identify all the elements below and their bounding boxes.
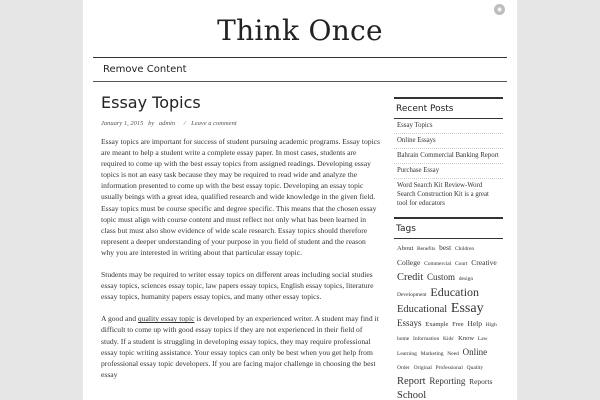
tag-link[interactable]: Kids' (443, 336, 455, 342)
tag-link[interactable]: Essay (450, 301, 484, 316)
post-by: by (148, 120, 155, 127)
recent-posts-title: Recent Posts (396, 104, 454, 114)
tag-link[interactable]: Original (413, 365, 432, 371)
tag-link[interactable]: Custom (427, 272, 456, 282)
paragraph-3-rest: is developed by an experienced writer. A student may find it difficult to come up with good essay topics if they are not experienced in their field of study. If a student is struggling in developing essay topics, they may require professional essay topic writing assistance. Your essay topics can only be best when you get help from professional essay topic developers. If you are facing major challenge in choosing the best essay (101, 314, 379, 379)
nav-top-rule (93, 57, 507, 58)
tag-link[interactable]: Learning (397, 351, 417, 357)
tag-link[interactable]: design (458, 276, 474, 282)
paragraph-3-start: A good and (101, 314, 138, 324)
tag-link[interactable]: Education (430, 285, 480, 299)
recent-post-item[interactable]: Essay Topics (397, 122, 433, 129)
tag-link[interactable]: Professional (435, 365, 463, 371)
quality-essay-topic-link[interactable]: quality essay topic (137, 314, 195, 324)
rss-icon[interactable]: ◉ (494, 4, 505, 15)
tag-link[interactable]: Credit (397, 272, 424, 283)
tag-link[interactable]: Commercial (424, 261, 452, 267)
tag-link[interactable]: Help (467, 319, 483, 328)
page-container (83, 0, 517, 400)
tag-link[interactable]: Marketing (420, 351, 444, 357)
tag-link[interactable]: Need (447, 351, 459, 357)
recent-post-item[interactable]: Purchase Essay (394, 163, 503, 178)
tags-title: Tags (396, 224, 416, 234)
tag-link[interactable]: Online (462, 347, 488, 357)
site-title[interactable]: Think Once (217, 14, 383, 47)
tag-link[interactable]: Information (412, 336, 440, 342)
tag-link[interactable]: Essays (397, 318, 422, 328)
tag-cloud (394, 239, 503, 400)
tag-link[interactable]: Reports (469, 377, 493, 386)
tag-link[interactable]: Report (397, 376, 426, 387)
tag-link[interactable]: Quality (466, 365, 484, 371)
post-paragraph-1: Essay topics are important for success of student pursuing academic programs. Essay topics are meant to help a student write a complete essay paper. In most cases, students are required to come up with the best essay topics from assigned readings. Developing essay topics is not an easy task because they may be required to read wide and analyze the information presented to come up with the best essay topic. Developing an essay topic usually beings with a great idea, qualified research and wide knowledge in the given field. Essay topics must be course specific and degree specific. This means that the chosen essay topic must align with course content and must reflect not only what has been learned in class but must also show evidence of wide scale research. Essay topics should therefore represent a deeper understanding of your purpose in you field of student and the reason why you are interested in writing about that particular essay topic. (101, 137, 380, 257)
nav-item-remove-content[interactable]: Remove Content (103, 64, 187, 75)
tag-link[interactable]: Educational (397, 304, 448, 315)
tag-link[interactable]: Know (458, 335, 475, 342)
leave-comment-link[interactable]: Leave a comment (191, 120, 237, 127)
post-paragraph-3 (101, 313, 380, 380)
post-title[interactable]: Essay Topics (101, 93, 201, 112)
recent-posts-list (394, 119, 503, 211)
tag-link[interactable]: home (397, 336, 410, 342)
recent-post-item[interactable]: Bahrain Commercial Banking Report (394, 148, 503, 163)
sidebar (394, 97, 503, 400)
tag-link[interactable]: Development (397, 292, 427, 298)
post-date[interactable]: January 1, 2015 (101, 120, 144, 127)
tag-link[interactable]: Children (454, 246, 475, 252)
tag-link[interactable]: Creative (471, 258, 497, 267)
tag-link[interactable]: About (397, 245, 414, 252)
tag-link[interactable]: Free (452, 321, 464, 328)
tag-link[interactable]: Order (397, 365, 410, 371)
meta-separator: / (183, 120, 186, 127)
tag-link[interactable]: Example (425, 321, 449, 328)
tag-link[interactable]: College (397, 258, 421, 267)
post-content (101, 136, 380, 391)
post-meta (101, 120, 240, 127)
recent-post-item[interactable]: Online Essays (394, 133, 503, 148)
tag-link[interactable]: School (397, 390, 427, 400)
tag-link[interactable]: best (439, 243, 452, 252)
tag-link[interactable]: High (485, 322, 497, 328)
nav-bottom-rule (93, 81, 507, 82)
recent-post-item[interactable]: Word Search Kit Review-Word Search Construction Kit is a great tool for educators (394, 178, 503, 211)
post-paragraph-2: Students may be required to writer essay topics on different areas including social studies essay topics, sciences essay topic, law papers essay topics, English essay topics, literature essay topics, humanity papers essay topics, and many other essay topics. (101, 270, 374, 302)
tag-link[interactable]: Benefits (417, 246, 436, 252)
tag-link[interactable]: Law (477, 336, 488, 342)
tag-link[interactable]: Reporting (429, 376, 466, 386)
tag-link[interactable]: Court (455, 261, 468, 267)
post-author[interactable]: admin (158, 120, 176, 127)
